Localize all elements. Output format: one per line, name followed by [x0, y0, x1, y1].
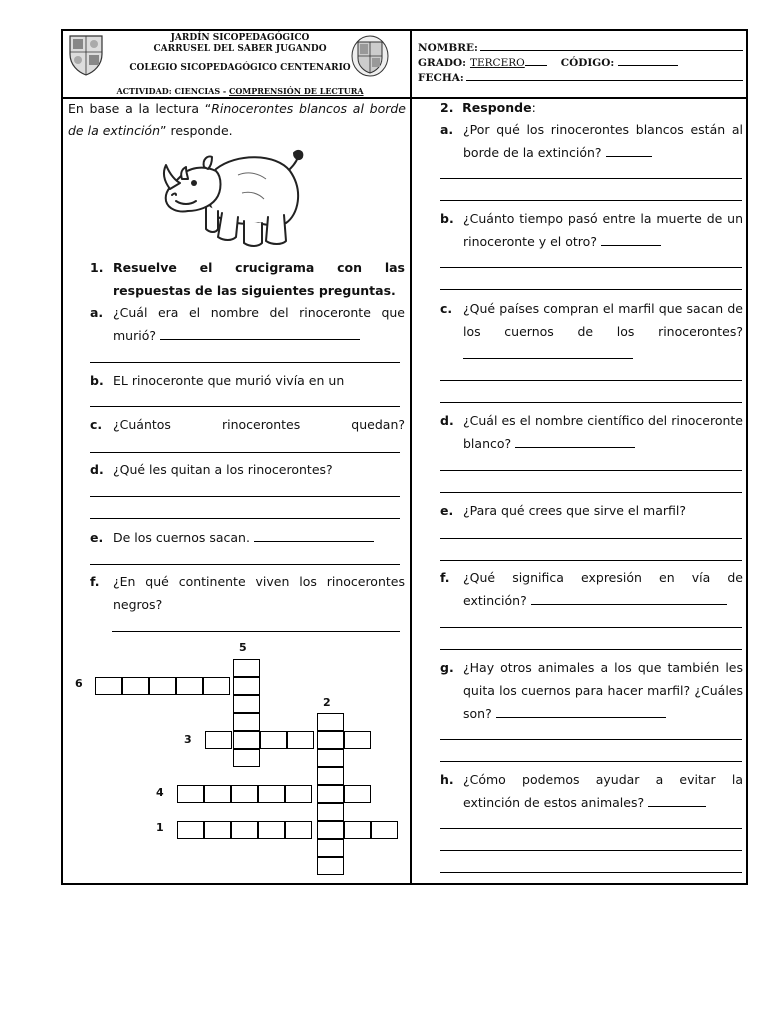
- answer-blank[interactable]: [606, 142, 652, 157]
- answer-blank[interactable]: [648, 792, 706, 807]
- question-2e: [440, 499, 743, 522]
- crossword-cell[interactable]: [122, 677, 149, 695]
- name-row: [418, 40, 743, 55]
- school-header: [110, 33, 370, 97]
- crossword-cell[interactable]: [258, 785, 285, 803]
- crossword-cell[interactable]: [176, 677, 203, 695]
- section-2-text: Responde: [462, 100, 532, 115]
- answer-line[interactable]: [440, 492, 742, 493]
- crossword-cell[interactable]: [149, 677, 176, 695]
- rhinoceros-illustration: [158, 145, 318, 250]
- answer-line[interactable]: [440, 538, 742, 539]
- crossword-cell[interactable]: [344, 821, 371, 839]
- answer-line[interactable]: [440, 828, 742, 829]
- grade-value: TERCERO: [469, 57, 525, 69]
- question-2h: [440, 768, 743, 814]
- question-text: ¿Cuál era el nombre del rinoceronte que murió?: [113, 305, 405, 343]
- date-label: FECHA:: [418, 72, 464, 84]
- code-field[interactable]: [618, 55, 678, 66]
- question-2g: [440, 656, 743, 725]
- crossword-cell[interactable]: [260, 731, 287, 749]
- answer-line[interactable]: [440, 850, 742, 851]
- crossword-cell[interactable]: [258, 821, 285, 839]
- answer-blank[interactable]: [254, 527, 374, 542]
- crossword-cell[interactable]: [285, 821, 312, 839]
- crossword-cell[interactable]: [177, 785, 204, 803]
- question-text: De los cuernos sacan.: [113, 530, 250, 545]
- reading-title: Rinocerontes blancos al borde de la extinción: [68, 101, 406, 138]
- crossword-number-6: 6: [75, 677, 83, 690]
- question-label: a.: [440, 122, 454, 137]
- question-1f: [90, 570, 405, 616]
- crossword-cell[interactable]: [231, 785, 258, 803]
- name-label: NOMBRE:: [418, 42, 478, 54]
- question-label: f.: [90, 574, 100, 589]
- section-2-number: 2.: [440, 100, 454, 115]
- crossword-cell[interactable]: [177, 821, 204, 839]
- answer-line[interactable]: [440, 739, 742, 740]
- question-label: e.: [90, 530, 104, 545]
- section-1-text: Resuelve el crucigrama con las respuestas de las siguientes preguntas.: [113, 260, 405, 298]
- question-text: ¿Por qué los rinocerontes blancos están al borde de la extinción?: [463, 122, 743, 160]
- question-label: b.: [90, 373, 104, 388]
- question-text: EL rinoceronte que murió vivía en un: [113, 373, 345, 388]
- answer-line[interactable]: [90, 564, 400, 565]
- crossword-cell[interactable]: [233, 731, 260, 749]
- activity-topic: COMPRENSIÓN DE LECTURA: [229, 86, 364, 96]
- crossword-cell[interactable]: [344, 785, 371, 803]
- question-2f: [440, 566, 743, 612]
- school-name-line1: JARDÍN SICOPEDAGÓGICO: [170, 33, 310, 43]
- activity-line: [110, 86, 370, 97]
- answer-line[interactable]: [440, 267, 742, 268]
- crossword-cell[interactable]: [317, 713, 344, 731]
- crossword-cell[interactable]: [317, 821, 344, 839]
- crossword-cell[interactable]: [204, 821, 231, 839]
- question-text: ¿Hay otros animales a los que también les quita los cuernos para hacer marfil? ¿Cuáles son?: [463, 660, 743, 721]
- crossword-cell[interactable]: [204, 785, 231, 803]
- question-text: ¿Cuál es el nombre científico del rinoceronte blanco?: [463, 413, 743, 451]
- answer-line[interactable]: [440, 761, 742, 762]
- answer-blank[interactable]: [160, 325, 360, 340]
- answer-line[interactable]: [440, 380, 742, 381]
- question-text: ¿Qué les quitan a los rinocerontes?: [113, 462, 333, 477]
- crossword-cell[interactable]: [317, 767, 344, 785]
- reading-instruction: [68, 98, 406, 142]
- question-2a: [440, 118, 743, 164]
- crossword-cell[interactable]: [317, 785, 344, 803]
- crossword-cell[interactable]: [231, 821, 258, 839]
- answer-blank[interactable]: [515, 433, 635, 448]
- answer-line[interactable]: [440, 200, 742, 201]
- crossword-cell[interactable]: [285, 785, 312, 803]
- question-label: e.: [440, 503, 454, 518]
- answer-line[interactable]: [440, 649, 742, 650]
- crossword-cell[interactable]: [317, 749, 344, 767]
- question-label: d.: [440, 413, 454, 428]
- question-1c: [90, 413, 405, 436]
- crossword-cell[interactable]: [317, 731, 344, 749]
- crossword-number-5: 5: [239, 641, 247, 654]
- answer-line[interactable]: [440, 470, 742, 471]
- answer-line[interactable]: [90, 518, 400, 519]
- activity-label: ACTIVIDAD:: [116, 86, 172, 96]
- question-2b: [440, 207, 743, 253]
- question-label: g.: [440, 660, 454, 675]
- answer-line[interactable]: [440, 560, 742, 561]
- answer-blank[interactable]: [463, 344, 633, 359]
- answer-line[interactable]: [440, 627, 742, 628]
- date-field[interactable]: [466, 70, 743, 81]
- answer-line[interactable]: [90, 496, 400, 497]
- section-1-title: [90, 256, 405, 302]
- crossword-number-1: 1: [156, 821, 164, 834]
- intro-prefix: En base a la lectura “: [68, 101, 212, 116]
- question-2c: [440, 297, 743, 366]
- date-row: [418, 70, 743, 85]
- column-divider: [410, 29, 412, 885]
- question-text: ¿En qué continente viven los rinocerontes negros?: [113, 574, 405, 612]
- section-2-colon: :: [531, 100, 536, 115]
- answer-blank[interactable]: [601, 231, 661, 246]
- question-2d: [440, 409, 743, 455]
- answer-line[interactable]: [440, 872, 742, 873]
- crossword-cell[interactable]: [317, 857, 344, 875]
- grade-row: [418, 55, 743, 70]
- grade-label: GRADO:: [418, 57, 466, 69]
- code-label: CÓDIGO:: [560, 57, 615, 69]
- question-text: ¿Cómo podemos ayudar a evitar la extinción de estos animales?: [463, 772, 743, 810]
- question-1d: [90, 458, 405, 481]
- question-text: ¿Qué significa expresión en vía de extinción?: [463, 570, 743, 608]
- activity-subject: CIENCIAS -: [174, 86, 227, 96]
- crossword-cell[interactable]: [205, 731, 232, 749]
- grade-underline: [525, 55, 547, 66]
- question-text: ¿Qué países compran el marfil que sacan de los cuernos de los rinocerontes?: [463, 301, 743, 339]
- crossword-cell[interactable]: [317, 839, 344, 857]
- question-text: ¿Para qué crees que sirve el marfil?: [463, 503, 686, 518]
- question-label: c.: [90, 417, 103, 432]
- crossword-cell[interactable]: [317, 803, 344, 821]
- answer-blank[interactable]: [531, 590, 727, 605]
- crossword-cell[interactable]: [287, 731, 314, 749]
- crossword-number-2: 2: [323, 696, 331, 709]
- answer-line[interactable]: [440, 178, 742, 179]
- crossword-number-4: 4: [156, 786, 164, 799]
- student-info: [418, 40, 743, 85]
- name-field[interactable]: [480, 40, 743, 51]
- question-1e: [90, 526, 405, 549]
- answer-line[interactable]: [440, 289, 742, 290]
- question-label: c.: [440, 301, 453, 316]
- section-2-title: [440, 96, 536, 119]
- crossword-cell[interactable]: [233, 677, 260, 695]
- school-name-line2: CARRUSEL DEL SABER JUGANDO: [153, 44, 327, 54]
- crossword-cell[interactable]: [233, 695, 260, 713]
- crossword-cell[interactable]: [203, 677, 230, 695]
- answer-line[interactable]: [90, 452, 400, 453]
- crossword-cell[interactable]: [233, 659, 260, 677]
- school-name-line3: COLEGIO SICOPEDAGÓGICO CENTENARIO: [129, 63, 351, 73]
- answer-line[interactable]: [90, 406, 400, 407]
- answer-blank[interactable]: [496, 703, 666, 718]
- question-label: d.: [90, 462, 104, 477]
- crossword-cell[interactable]: [95, 677, 122, 695]
- answer-line[interactable]: [90, 362, 400, 363]
- question-label: f.: [440, 570, 450, 585]
- crossword-cell[interactable]: [233, 749, 260, 767]
- question-label: h.: [440, 772, 454, 787]
- crossword-cell[interactable]: [371, 821, 398, 839]
- answer-line[interactable]: [112, 631, 400, 632]
- section-1-number: 1.: [90, 260, 104, 275]
- crossword-cell[interactable]: [233, 713, 260, 731]
- answer-line[interactable]: [440, 402, 742, 403]
- school-shield-logo-left: [66, 32, 106, 76]
- question-label: b.: [440, 211, 454, 226]
- question-text: ¿Cuánto tiempo pasó entre la muerte de un rinoceronte y el otro?: [463, 211, 743, 249]
- question-text: ¿Cuántos rinocerontes quedan?: [113, 417, 405, 432]
- question-1a: [90, 301, 405, 347]
- question-1b: [90, 369, 405, 392]
- question-label: a.: [90, 305, 104, 320]
- crossword-number-3: 3: [184, 733, 192, 746]
- intro-suffix: ” responde.: [160, 123, 233, 138]
- crossword-cell[interactable]: [344, 731, 371, 749]
